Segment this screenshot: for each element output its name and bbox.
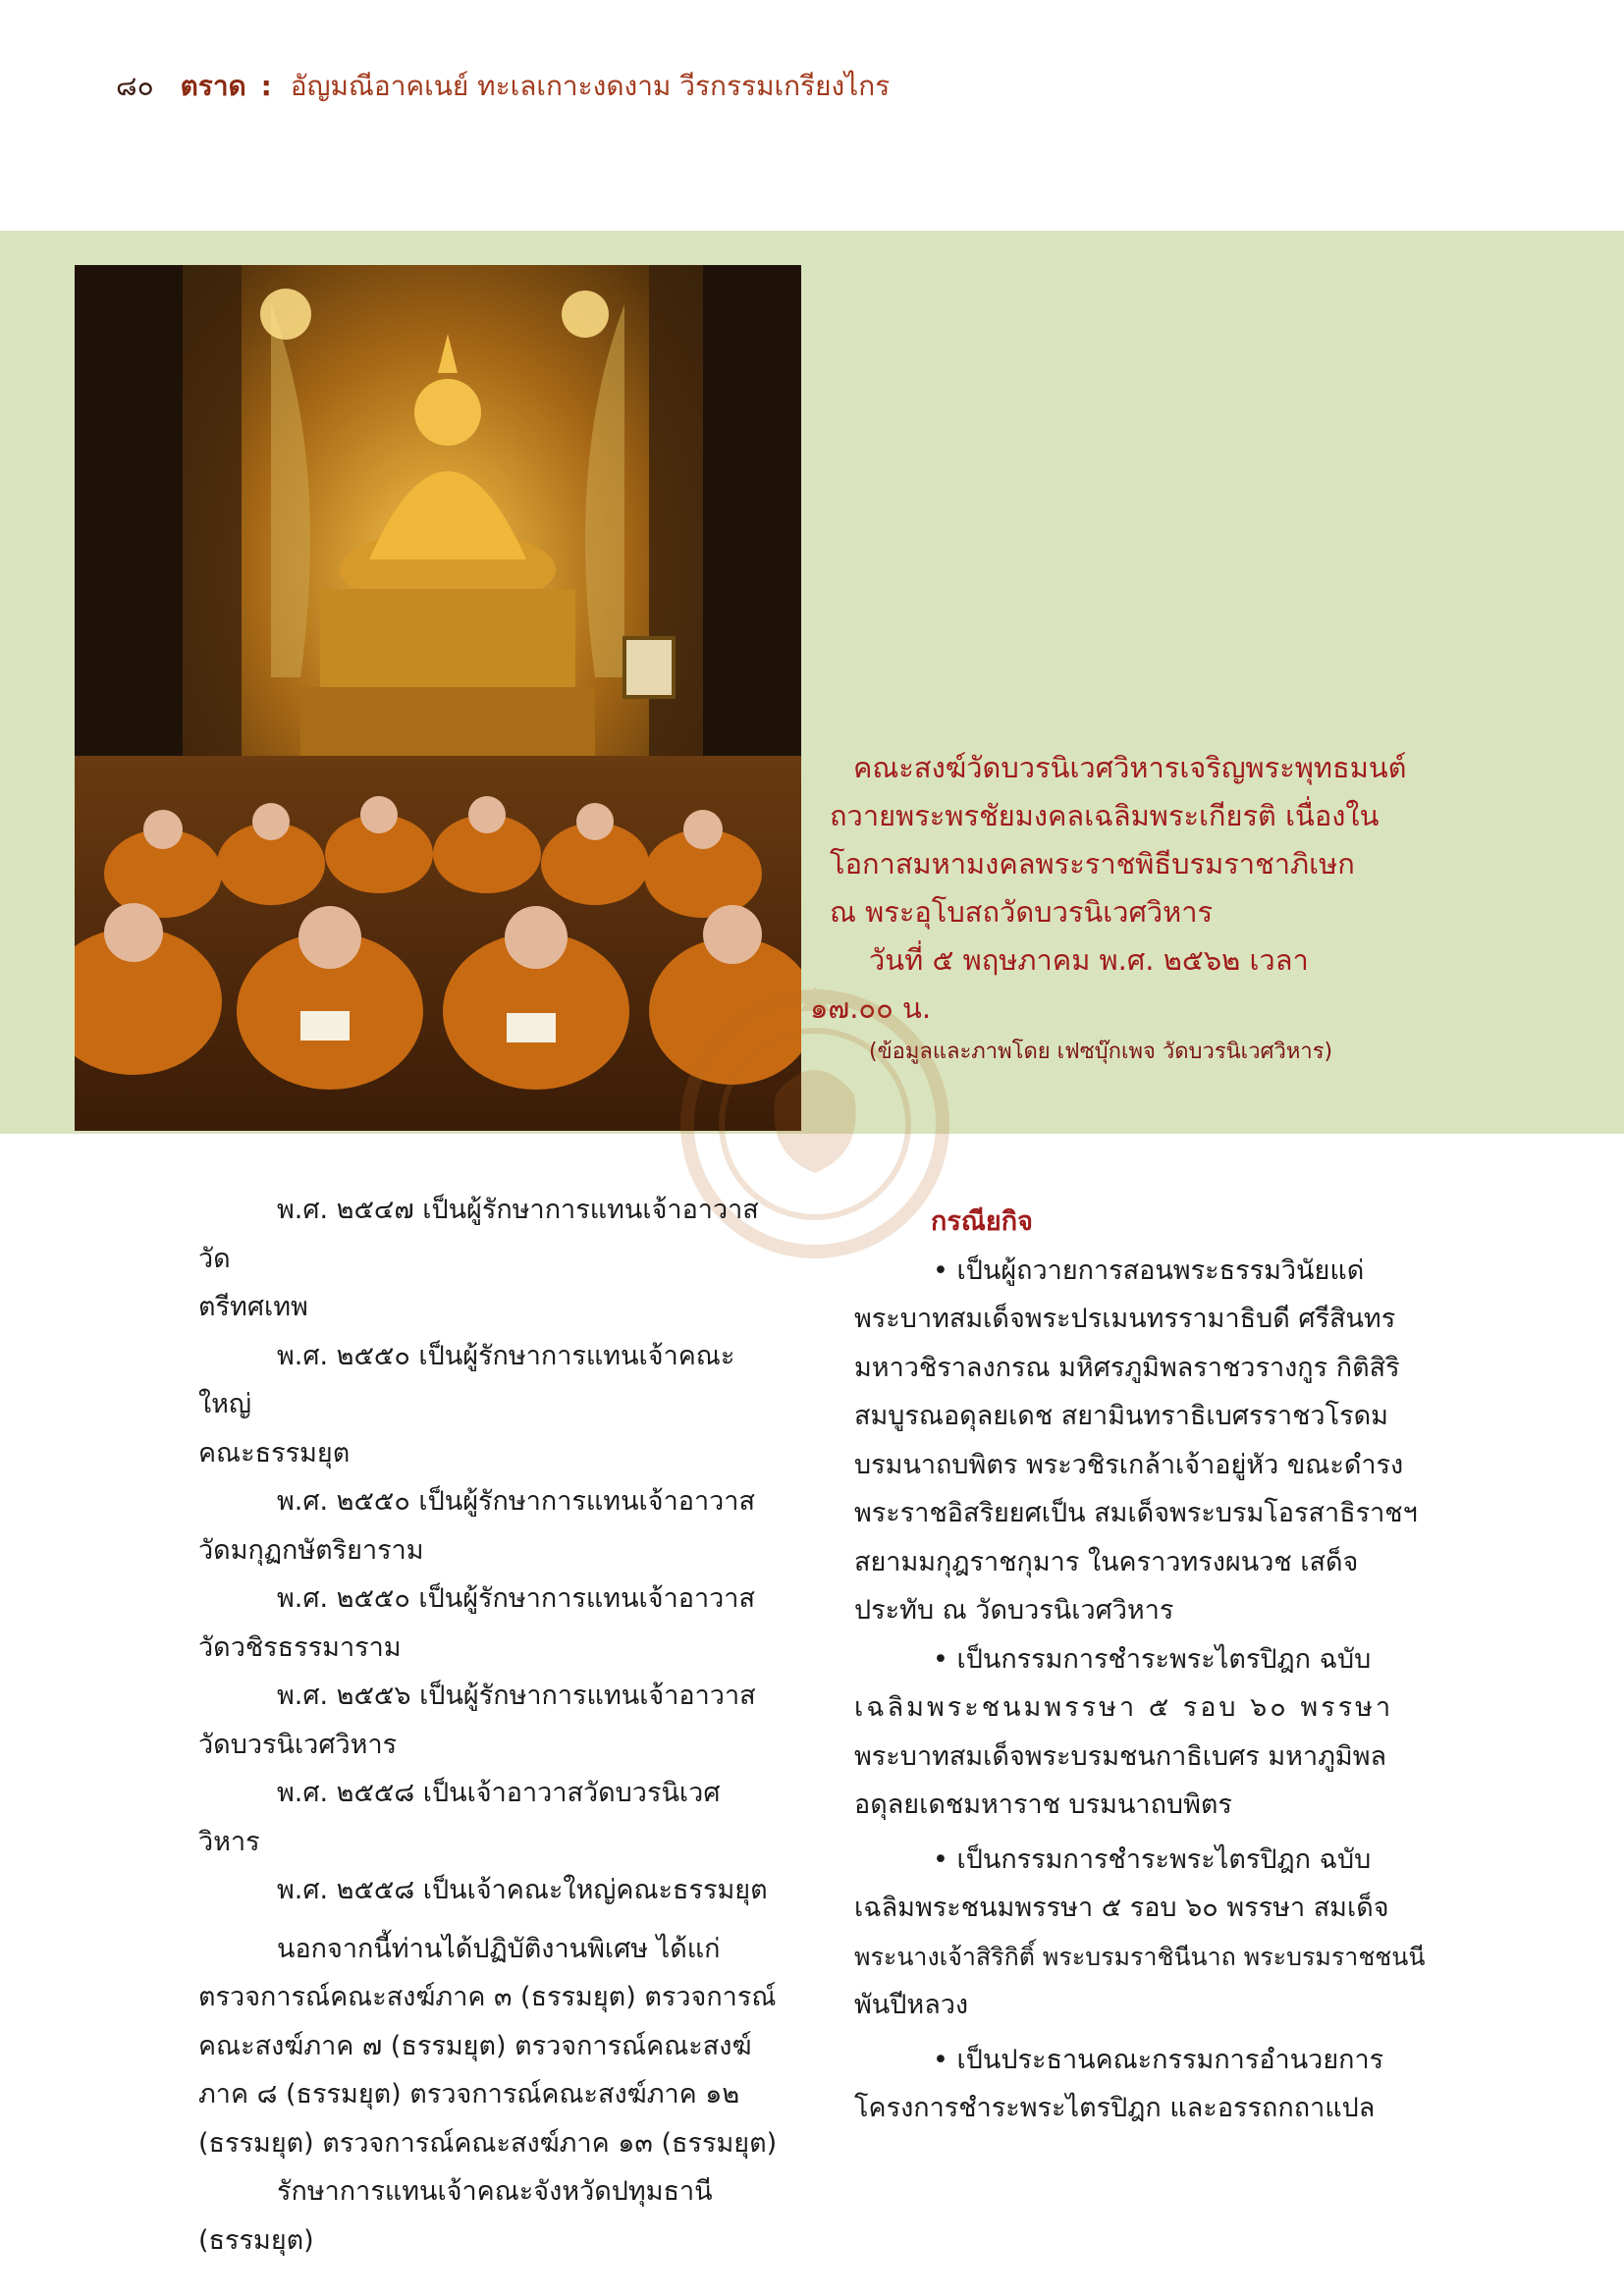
duty-line: • เป็นผู้ถวายการสอนพระธรรมวินัยแด่ [933,1255,1365,1286]
special-work-line: นอกจากนี้ท่านได้ปฏิบัติงานพิเศษ ได้แก่ [277,1933,721,1964]
duty-line: พันปีหลวง [854,1990,969,2020]
special-work-line: (ธรรมยุต) ตรวจการณ์คณะสงฆ์ภาค ๑๓ (ธรรมยุต) [198,2127,778,2159]
caption-line: ๑๗.๐๐ น. [810,991,932,1025]
duty-line: เฉลิมพระชนมพรรษา ๕ รอบ ๖๐ พรรษา [854,1692,1394,1723]
timeline-line: พ.ศ. ๒๕๕๘ เป็นเจ้าคณะใหญ่คณะธรรมยุต [277,1875,768,1905]
duty-line: พระราชอิสริยยศเป็น สมเด็จพระบรมโอรสาธิราชฯ [854,1498,1418,1528]
right-column [854,1198,1434,2133]
timeline-line: พ.ศ. ๒๕๕๖ เป็นผู้รักษาการแทนเจ้าอาวาส [277,1681,756,1711]
duty-line: • เป็นประธานคณะกรรมการอำนวยการ [933,2044,1384,2075]
timeline-line: พ.ศ. ๒๕๕๐ เป็นผู้รักษาการแทนเจ้าคณะใหญ่ [198,1340,735,1419]
section-title: กรณียกิจ [931,1206,1033,1237]
timeline-line: พ.ศ. ๒๕๕๐ เป็นผู้รักษาการแทนเจ้าอาวาส [277,1486,755,1517]
header-separator: : [260,70,272,102]
caption-line: คณะสงฆ์วัดบวรนิเวศวิหารเจริญพระพุทธมนต์ [853,751,1407,784]
caption-line: โอกาสมหามงคลพระราชพิธีบรมราชาภิเษก [830,847,1355,881]
timeline-line: คณะธรรมยุต [198,1437,351,1468]
special-work-line: รักษาการแทนเจ้าคณะจังหวัดปทุมธานี [277,2176,713,2207]
duty-line: บรมนาถบพิตร พระวชิรเกล้าเจ้าอยู่หัว ขณะดำรง [854,1449,1404,1480]
special-work-line: ภาค ๘ (ธรรมยุต) ตรวจการณ์คณะสงฆ์ภาค ๑๒ [198,2079,740,2109]
duty-line: สมบูรณอดุลยเดช สยามินทราธิเบศรราชวโรดม [854,1401,1388,1431]
duty-line: พระนางเจ้าสิริกิติ์ พระบรมราชินีนาถ พระบรมราชชนนี [854,1942,1426,1971]
duty-line: ประทับ ณ วัดบวรนิเวศวิหาร [854,1595,1174,1626]
book-title: ตราด [180,70,246,102]
page-number: ๘๐ [116,70,154,102]
special-work-line: คณะสงฆ์ภาค ๗ (ธรรมยุต) ตรวจการณ์คณะสงฆ์ [198,2030,752,2061]
timeline-line: พ.ศ. ๒๕๕๐ เป็นผู้รักษาการแทนเจ้าอาวาส [277,1583,755,1614]
duty-line: เฉลิมพระชนมพรรษา ๕ รอบ ๖๐ พรรษา สมเด็จ [854,1893,1389,1923]
duty-line: • เป็นกรรมการชำระพระไตรปิฎก ฉบับ [933,1843,1372,1875]
duty-line: อดุลยเดชมหาราช บรมนาถบพิตร [854,1789,1232,1820]
duty-line: สยามมกุฎราชกุมาร ในคราวทรงผนวช เสด็จ [854,1546,1359,1577]
left-column [198,1186,778,2265]
duty-line: พระบาทสมเด็จพระบรมชนกาธิเบศร มหาภูมิพล [854,1740,1387,1772]
timeline-line: พ.ศ. ๒๕๔๗ เป็นผู้รักษาการแทนเจ้าอาวาสวัด [198,1195,759,1274]
photo-credit: (ข้อมูลและภาพโดย เฟซบุ๊กเพจ วัดบวรนิเวศวิหาร) [869,1040,1333,1064]
timeline-line: วัดมกุฏกษัตริยาราม [198,1534,424,1566]
running-header [116,65,890,108]
timeline-line: วัดวชิรธรรมาราม [198,1631,402,1663]
timeline-line: วัดบวรนิเวศวิหาร [198,1729,398,1760]
duty-line: พระบาทสมเด็จพระปรเมนทรรามาธิบดี ศรีสินทร [854,1304,1396,1334]
duty-line: • เป็นกรรมการชำระพระไตรปิฎก ฉบับ [933,1643,1372,1675]
duty-line: โครงการชำระพระไตรปิฎก และอรรถกถาแปล [854,2093,1376,2123]
caption-line: วันที่ ๕ พฤษภาคม พ.ศ. ๒๕๖๒ เวลา [869,943,1309,977]
timeline-line: ตรีทศเทพ [198,1292,308,1322]
special-work-line: ตรวจการณ์คณะสงฆ์ภาค ๓ (ธรรมยุต) ตรวจการณ์ [198,1982,777,2012]
book-subtitle: อัญมณีอาคเนย์ ทะเลเกาะงดงาม วีรกรรมเกรียงไกร [290,70,891,102]
timeline-line: พ.ศ. ๒๕๕๘ เป็นเจ้าอาวาสวัดบวรนิเวศวิหาร [198,1778,721,1857]
special-work-line: (ธรรมยุต) [198,2224,314,2256]
caption-line: ถวายพระพรชัยมงคลเฉลิมพระเกียรติ เนื่องใน [830,799,1380,832]
duty-line: มหาวชิราลงกรณ มหิศรภูมิพลราชวรางกูร กิติสิริ [854,1352,1400,1383]
caption-line: ณ พระอุโบสถวัดบวรนิเวศวิหาร [830,895,1214,929]
